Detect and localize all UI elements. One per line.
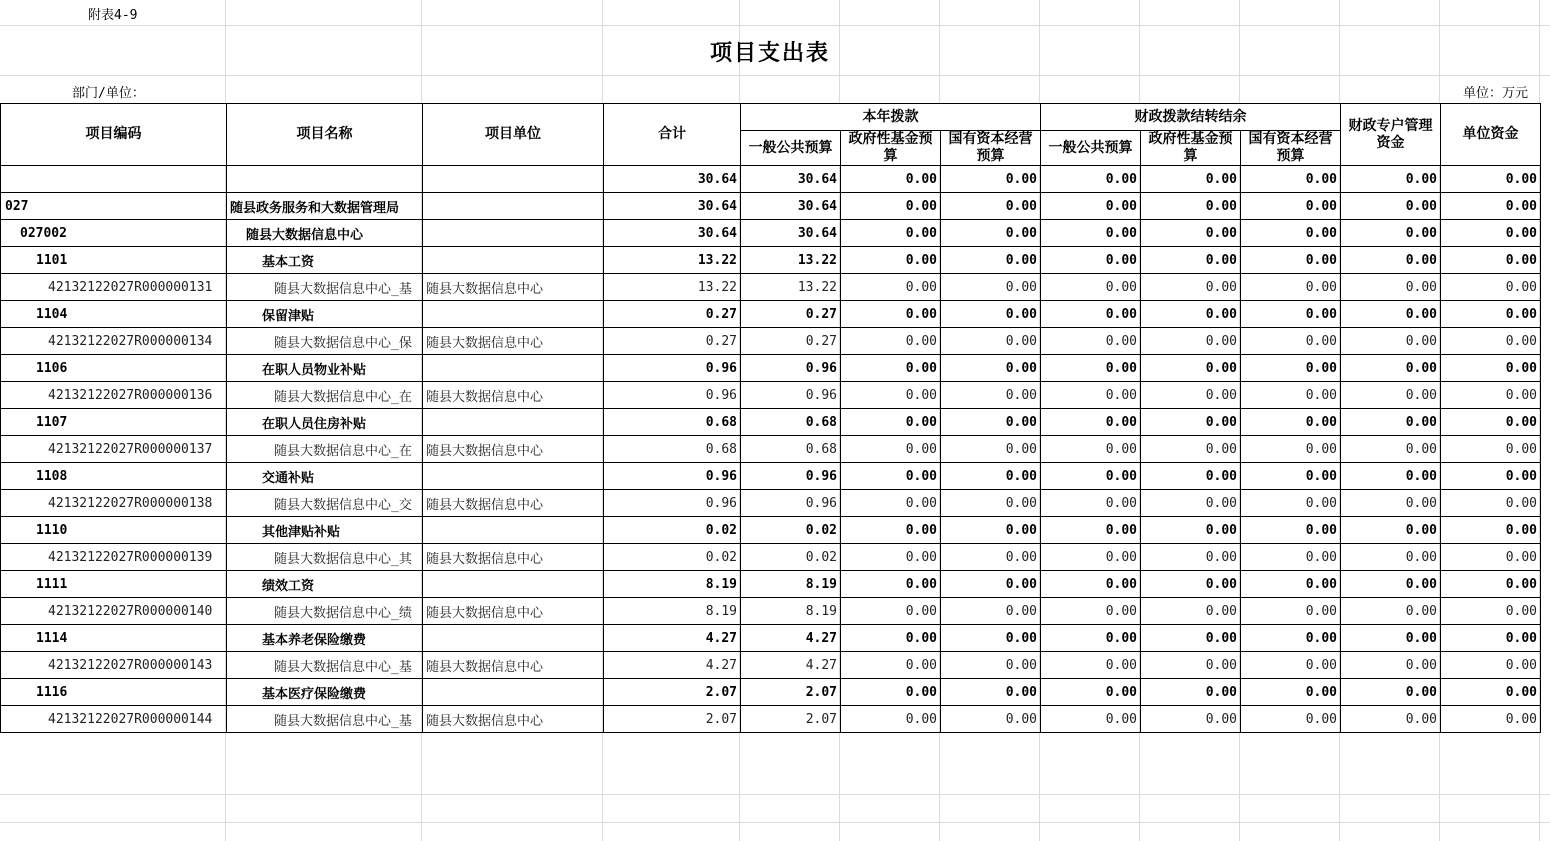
cell-amount[interactable]: 0.27 [741, 301, 841, 328]
cell-amount[interactable]: 0.00 [941, 706, 1041, 733]
cell-project-unit[interactable]: 随县大数据信息中心 [423, 490, 604, 517]
cell-amount[interactable]: 0.68 [604, 436, 741, 463]
table-row [1, 274, 1541, 301]
header-general-budget: 一般公共预算 [741, 131, 841, 166]
cell-amount[interactable]: 0.96 [741, 382, 841, 409]
cell-amount[interactable]: 0.00 [841, 652, 941, 679]
cell-amount[interactable]: 0.00 [1441, 382, 1541, 409]
cell-amount[interactable]: 0.00 [1341, 409, 1441, 436]
cell-amount[interactable]: 0.96 [604, 382, 741, 409]
cell-project-unit[interactable] [423, 409, 604, 436]
cell-amount[interactable]: 0.00 [841, 355, 941, 382]
cell-amount[interactable]: 0.00 [1341, 571, 1441, 598]
table-row [1, 652, 1541, 679]
cell-amount[interactable]: 0.00 [941, 598, 1041, 625]
cell-project-name[interactable]: 随县大数据信息中心 [227, 220, 423, 247]
cell-amount[interactable]: 0.00 [1041, 247, 1141, 274]
cell-amount[interactable]: 0.00 [941, 355, 1041, 382]
cell-amount[interactable]: 0.00 [1041, 490, 1141, 517]
cell-amount[interactable]: 0.00 [1441, 463, 1541, 490]
cell-amount[interactable]: 0.27 [604, 301, 741, 328]
cell-project-name[interactable]: 随县大数据信息中心_在 [227, 436, 423, 463]
cell-amount[interactable]: 0.00 [1141, 517, 1241, 544]
cell-project-name[interactable]: 随县政务服务和大数据管理局 [227, 193, 423, 220]
cell-amount[interactable]: 0.02 [604, 517, 741, 544]
cell-amount[interactable]: 30.64 [741, 166, 841, 193]
cell-amount[interactable]: 0.00 [1341, 274, 1441, 301]
cell-amount[interactable]: 0.00 [1441, 652, 1541, 679]
cell-amount[interactable]: 0.00 [1041, 571, 1141, 598]
cell-amount[interactable]: 0.00 [1241, 409, 1341, 436]
header-carryover-state-capital-budget: 国有资本经营预算 [1241, 131, 1341, 166]
cell-amount[interactable]: 0.00 [1241, 490, 1341, 517]
cell-amount[interactable]: 8.19 [604, 598, 741, 625]
cell-project-code[interactable]: 027002 [1, 220, 227, 247]
cell-amount[interactable]: 0.00 [1041, 382, 1141, 409]
cell-amount[interactable]: 0.27 [604, 328, 741, 355]
cell-amount[interactable]: 0.00 [1041, 679, 1141, 706]
cell-amount[interactable]: 0.00 [941, 193, 1041, 220]
cell-amount[interactable]: 30.64 [604, 220, 741, 247]
cell-amount[interactable]: 0.00 [1241, 463, 1341, 490]
cell-project-code[interactable]: 42132122027R000000137 [1, 436, 227, 463]
cell-project-unit[interactable]: 随县大数据信息中心 [423, 598, 604, 625]
cell-amount[interactable]: 0.96 [604, 463, 741, 490]
cell-amount[interactable]: 30.64 [741, 193, 841, 220]
cell-amount[interactable]: 0.00 [1441, 193, 1541, 220]
header-gov-fund-budget: 政府性基金预算 [841, 131, 941, 166]
cell-project-code[interactable]: 1104 [1, 301, 227, 328]
cell-amount[interactable]: 13.22 [741, 247, 841, 274]
cell-amount[interactable]: 0.96 [604, 355, 741, 382]
cell-amount[interactable]: 0.27 [741, 328, 841, 355]
table-header [1, 104, 1541, 166]
cell-amount[interactable]: 0.00 [1441, 274, 1541, 301]
cell-project-name[interactable]: 随县大数据信息中心_交 [227, 490, 423, 517]
cell-amount[interactable]: 0.00 [941, 490, 1041, 517]
cell-amount[interactable]: 0.00 [1241, 625, 1341, 652]
cell-amount[interactable]: 0.00 [841, 220, 941, 247]
cell-amount[interactable]: 0.00 [1241, 571, 1341, 598]
cell-amount[interactable]: 0.00 [1441, 220, 1541, 247]
table-row [1, 409, 1541, 436]
cell-amount[interactable]: 0.00 [1041, 274, 1141, 301]
cell-amount[interactable]: 0.00 [1241, 598, 1341, 625]
cell-amount[interactable]: 0.00 [1041, 328, 1141, 355]
cell-amount[interactable]: 0.00 [841, 598, 941, 625]
cell-project-unit[interactable] [423, 679, 604, 706]
cell-amount[interactable]: 0.96 [741, 490, 841, 517]
cell-amount[interactable]: 0.00 [841, 274, 941, 301]
cell-amount[interactable]: 0.00 [1041, 301, 1141, 328]
cell-project-name[interactable]: 基本养老保险缴费 [227, 625, 423, 652]
cell-amount[interactable]: 0.00 [1441, 409, 1541, 436]
cell-amount[interactable]: 0.00 [941, 652, 1041, 679]
cell-amount[interactable]: 13.22 [604, 274, 741, 301]
cell-amount[interactable]: 0.00 [1141, 652, 1241, 679]
cell-amount[interactable]: 0.00 [941, 274, 1041, 301]
cell-amount[interactable]: 2.07 [604, 679, 741, 706]
currency-unit-label: 单位：万元 [1462, 86, 1528, 101]
cell-amount[interactable]: 0.00 [1441, 706, 1541, 733]
cell-project-unit[interactable] [423, 301, 604, 328]
cell-amount[interactable]: 0.00 [1041, 436, 1141, 463]
cell-amount[interactable]: 0.00 [1141, 328, 1241, 355]
cell-amount[interactable]: 0.00 [1241, 301, 1341, 328]
cell-project-unit[interactable]: 随县大数据信息中心 [423, 706, 604, 733]
cell-amount[interactable]: 0.00 [1341, 193, 1441, 220]
cell-amount[interactable]: 0.00 [1041, 652, 1141, 679]
cell-amount[interactable]: 0.00 [1241, 220, 1341, 247]
table-row [1, 328, 1541, 355]
cell-project-unit[interactable] [423, 193, 604, 220]
table-row [1, 517, 1541, 544]
header-name: 项目名称 [227, 104, 423, 166]
project-expenditure-table [0, 103, 1541, 733]
table-row [1, 355, 1541, 382]
cell-amount[interactable]: 0.00 [1041, 598, 1141, 625]
cell-amount[interactable]: 0.00 [841, 409, 941, 436]
cell-amount[interactable]: 0.00 [841, 706, 941, 733]
annex-label: 附表4-9 [88, 8, 138, 23]
cell-amount[interactable]: 0.00 [941, 517, 1041, 544]
cell-amount[interactable]: 0.00 [1441, 598, 1541, 625]
cell-amount[interactable]: 0.00 [1141, 409, 1241, 436]
cell-amount[interactable]: 0.00 [941, 382, 1041, 409]
table-row [1, 571, 1541, 598]
cell-amount[interactable]: 0.00 [1441, 328, 1541, 355]
cell-amount[interactable]: 13.22 [741, 274, 841, 301]
header-group-current-year: 本年拨款 [741, 104, 1041, 131]
cell-amount[interactable]: 30.64 [604, 166, 741, 193]
cell-project-name[interactable]: 随县大数据信息中心_保 [227, 328, 423, 355]
cell-amount[interactable]: 4.27 [741, 625, 841, 652]
cell-project-unit[interactable] [423, 517, 604, 544]
department-label: 部门/单位： [72, 86, 145, 101]
cell-amount[interactable]: 0.00 [1041, 706, 1141, 733]
table-row [1, 382, 1541, 409]
cell-project-code[interactable]: 1116 [1, 679, 227, 706]
cell-amount[interactable]: 0.00 [1341, 490, 1441, 517]
header-total: 合计 [604, 104, 741, 166]
cell-amount[interactable]: 0.00 [1141, 571, 1241, 598]
cell-project-code[interactable]: 42132122027R000000138 [1, 490, 227, 517]
cell-amount[interactable]: 0.00 [1241, 328, 1341, 355]
cell-amount[interactable]: 0.00 [1241, 193, 1341, 220]
cell-project-name[interactable]: 在职人员住房补贴 [227, 409, 423, 436]
cell-amount[interactable]: 0.00 [1141, 463, 1241, 490]
cell-amount[interactable]: 0.00 [1041, 625, 1141, 652]
cell-project-code[interactable]: 42132122027R000000139 [1, 544, 227, 571]
cell-project-code[interactable]: 1111 [1, 571, 227, 598]
cell-amount[interactable]: 0.00 [1141, 166, 1241, 193]
table-row [1, 625, 1541, 652]
cell-amount[interactable]: 0.00 [941, 409, 1041, 436]
header-group-carryover: 财政拨款结转结余 [1041, 104, 1341, 131]
table-row [1, 301, 1541, 328]
cell-project-unit[interactable] [423, 220, 604, 247]
cell-amount[interactable]: 0.00 [1441, 247, 1541, 274]
cell-amount[interactable]: 0.00 [1141, 625, 1241, 652]
cell-amount[interactable]: 0.00 [1341, 166, 1441, 193]
cell-project-code[interactable]: 1110 [1, 517, 227, 544]
cell-project-name[interactable]: 保留津贴 [227, 301, 423, 328]
cell-project-code[interactable]: 42132122027R000000131 [1, 274, 227, 301]
cell-amount[interactable]: 0.00 [1141, 706, 1241, 733]
cell-project-name[interactable]: 在职人员物业补贴 [227, 355, 423, 382]
cell-amount[interactable]: 0.00 [1341, 301, 1441, 328]
cell-amount[interactable]: 4.27 [604, 652, 741, 679]
cell-amount[interactable]: 0.68 [604, 409, 741, 436]
cell-amount[interactable]: 0.00 [1041, 409, 1141, 436]
cell-amount[interactable]: 0.68 [741, 409, 841, 436]
cell-amount[interactable]: 0.00 [941, 247, 1041, 274]
cell-amount[interactable]: 0.00 [1041, 355, 1141, 382]
header-unit-funds: 单位资金 [1441, 104, 1541, 166]
cell-project-name[interactable]: 交通补贴 [227, 463, 423, 490]
cell-project-unit[interactable]: 随县大数据信息中心 [423, 328, 604, 355]
cell-amount[interactable]: 0.00 [841, 625, 941, 652]
cell-amount[interactable]: 8.19 [741, 571, 841, 598]
cell-amount[interactable]: 0.00 [941, 571, 1041, 598]
cell-amount[interactable]: 0.00 [941, 328, 1041, 355]
cell-amount[interactable]: 0.00 [1241, 247, 1341, 274]
cell-project-name[interactable]: 随县大数据信息中心_绩 [227, 598, 423, 625]
cell-amount[interactable]: 0.00 [1441, 571, 1541, 598]
cell-amount[interactable]: 0.00 [1041, 544, 1141, 571]
cell-amount[interactable]: 0.00 [1041, 166, 1141, 193]
header-code: 项目编码 [1, 104, 227, 166]
cell-amount[interactable]: 0.00 [1141, 193, 1241, 220]
table-row [1, 193, 1541, 220]
cell-amount[interactable]: 30.64 [604, 193, 741, 220]
table-row [1, 598, 1541, 625]
cell-project-unit[interactable]: 随县大数据信息中心 [423, 382, 604, 409]
cell-amount[interactable]: 0.00 [1241, 274, 1341, 301]
cell-project-name[interactable]: 随县大数据信息中心_基 [227, 706, 423, 733]
cell-project-name[interactable]: 基本医疗保险缴费 [227, 679, 423, 706]
cell-amount[interactable]: 0.00 [1241, 679, 1341, 706]
cell-amount[interactable]: 0.00 [1241, 706, 1341, 733]
cell-project-unit[interactable] [423, 355, 604, 382]
cell-project-unit[interactable] [423, 247, 604, 274]
cell-amount[interactable]: 0.00 [841, 571, 941, 598]
cell-amount[interactable]: 0.00 [941, 544, 1041, 571]
cell-amount[interactable]: 0.00 [1241, 355, 1341, 382]
table-row [1, 166, 1541, 193]
cell-amount[interactable]: 0.00 [941, 220, 1041, 247]
cell-amount[interactable]: 0.00 [841, 247, 941, 274]
cell-amount[interactable]: 0.00 [1141, 355, 1241, 382]
cell-amount[interactable]: 0.00 [841, 463, 941, 490]
cell-project-code[interactable]: 42132122027R000000134 [1, 328, 227, 355]
cell-amount[interactable]: 0.00 [1141, 220, 1241, 247]
table-row [1, 706, 1541, 733]
cell-amount[interactable]: 0.02 [741, 517, 841, 544]
cell-amount[interactable]: 0.00 [841, 544, 941, 571]
cell-project-code[interactable]: 1108 [1, 463, 227, 490]
cell-amount[interactable]: 0.00 [1141, 544, 1241, 571]
cell-project-name[interactable]: 绩效工资 [227, 571, 423, 598]
cell-amount[interactable]: 0.00 [941, 679, 1041, 706]
cell-amount[interactable]: 2.07 [604, 706, 741, 733]
cell-amount[interactable]: 0.00 [841, 679, 941, 706]
cell-amount[interactable]: 0.00 [1341, 220, 1441, 247]
cell-amount[interactable]: 0.00 [1341, 355, 1441, 382]
cell-amount[interactable]: 0.00 [1041, 193, 1141, 220]
header-carryover-gov-fund-budget: 政府性基金预算 [1141, 131, 1241, 166]
cell-amount[interactable]: 0.00 [1341, 679, 1441, 706]
cell-amount[interactable]: 0.00 [1341, 706, 1441, 733]
cell-amount[interactable]: 0.96 [604, 490, 741, 517]
cell-project-unit[interactable] [423, 166, 604, 193]
cell-amount[interactable]: 4.27 [741, 652, 841, 679]
cell-amount[interactable]: 0.00 [1341, 625, 1441, 652]
header-special-account: 财政专户管理资金 [1341, 104, 1441, 166]
cell-amount[interactable]: 0.68 [741, 436, 841, 463]
cell-amount[interactable]: 0.00 [841, 301, 941, 328]
cell-amount[interactable]: 0.00 [1441, 544, 1541, 571]
table-row [1, 679, 1541, 706]
cell-project-unit[interactable]: 随县大数据信息中心 [423, 652, 604, 679]
cell-amount[interactable]: 0.00 [941, 463, 1041, 490]
cell-project-unit[interactable] [423, 571, 604, 598]
cell-amount[interactable]: 0.00 [1441, 490, 1541, 517]
cell-amount[interactable]: 0.00 [1241, 652, 1341, 679]
cell-amount[interactable]: 0.00 [1341, 328, 1441, 355]
cell-amount[interactable]: 0.96 [741, 463, 841, 490]
cell-project-name[interactable]: 基本工资 [227, 247, 423, 274]
header-unit: 项目单位 [423, 104, 604, 166]
cell-amount[interactable]: 0.00 [941, 625, 1041, 652]
cell-project-unit[interactable] [423, 625, 604, 652]
cell-amount[interactable]: 0.02 [604, 544, 741, 571]
cell-project-code[interactable]: 1107 [1, 409, 227, 436]
cell-amount[interactable]: 4.27 [604, 625, 741, 652]
cell-amount[interactable]: 0.02 [741, 544, 841, 571]
cell-amount[interactable]: 0.00 [1241, 436, 1341, 463]
cell-amount[interactable]: 0.00 [1441, 166, 1541, 193]
cell-amount[interactable]: 2.07 [741, 679, 841, 706]
cell-amount[interactable]: 0.00 [1241, 166, 1341, 193]
cell-amount[interactable]: 2.07 [741, 706, 841, 733]
cell-project-code[interactable]: 1106 [1, 355, 227, 382]
cell-amount[interactable]: 0.00 [841, 436, 941, 463]
cell-amount[interactable]: 0.00 [1341, 517, 1441, 544]
cell-amount[interactable]: 0.00 [1241, 544, 1341, 571]
cell-amount[interactable]: 0.00 [1441, 625, 1541, 652]
cell-amount[interactable]: 0.00 [1441, 355, 1541, 382]
table-row [1, 490, 1541, 517]
table-row [1, 220, 1541, 247]
cell-amount[interactable]: 0.00 [1241, 382, 1341, 409]
header-state-capital-budget: 国有资本经营预算 [941, 131, 1041, 166]
table-row [1, 463, 1541, 490]
cell-amount[interactable]: 0.00 [841, 382, 941, 409]
cell-amount[interactable]: 0.00 [1141, 247, 1241, 274]
cell-project-code[interactable]: 42132122027R000000136 [1, 382, 227, 409]
cell-amount[interactable]: 0.00 [1441, 679, 1541, 706]
cell-amount[interactable]: 8.19 [741, 598, 841, 625]
cell-amount[interactable]: 0.00 [1041, 517, 1141, 544]
cell-project-name[interactable]: 随县大数据信息中心_其 [227, 544, 423, 571]
cell-project-code[interactable]: 42132122027R000000140 [1, 598, 227, 625]
cell-project-unit[interactable]: 随县大数据信息中心 [423, 274, 604, 301]
cell-amount[interactable]: 0.00 [1141, 274, 1241, 301]
cell-project-code[interactable]: 42132122027R000000144 [1, 706, 227, 733]
table-row [1, 247, 1541, 274]
cell-amount[interactable]: 0.00 [941, 301, 1041, 328]
cell-project-code[interactable]: 1101 [1, 247, 227, 274]
header-carryover-general-budget: 一般公共预算 [1041, 131, 1141, 166]
page-title: 项目支出表 [709, 40, 830, 66]
cell-amount[interactable]: 0.00 [1341, 382, 1441, 409]
table-body [1, 166, 1541, 733]
cell-amount[interactable]: 8.19 [604, 571, 741, 598]
cell-amount[interactable]: 0.00 [841, 490, 941, 517]
cell-amount[interactable]: 0.00 [1041, 463, 1141, 490]
cell-amount[interactable]: 0.00 [841, 517, 941, 544]
cell-project-unit[interactable]: 随县大数据信息中心 [423, 436, 604, 463]
cell-amount[interactable]: 0.00 [1041, 220, 1141, 247]
cell-amount[interactable]: 0.00 [841, 166, 941, 193]
cell-project-unit[interactable] [423, 463, 604, 490]
cell-amount[interactable]: 0.00 [941, 436, 1041, 463]
cell-amount[interactable]: 30.64 [741, 220, 841, 247]
cell-amount[interactable]: 0.00 [1141, 490, 1241, 517]
cell-amount[interactable]: 0.00 [1141, 598, 1241, 625]
cell-amount[interactable]: 0.00 [1441, 301, 1541, 328]
cell-project-code[interactable]: 42132122027R000000143 [1, 652, 227, 679]
cell-amount[interactable]: 0.00 [1341, 544, 1441, 571]
cell-amount[interactable]: 0.00 [1441, 517, 1541, 544]
cell-project-unit[interactable]: 随县大数据信息中心 [423, 544, 604, 571]
cell-amount[interactable]: 0.00 [841, 328, 941, 355]
cell-amount[interactable]: 0.00 [841, 193, 941, 220]
cell-amount[interactable]: 0.00 [1441, 436, 1541, 463]
table-row [1, 436, 1541, 463]
cell-project-code[interactable]: 027 [1, 193, 227, 220]
cell-amount[interactable]: 0.00 [1141, 301, 1241, 328]
cell-amount[interactable]: 0.00 [1341, 436, 1441, 463]
cell-project-name[interactable]: 随县大数据信息中心_在 [227, 382, 423, 409]
cell-amount[interactable]: 0.00 [1341, 247, 1441, 274]
cell-amount[interactable]: 0.00 [1341, 652, 1441, 679]
cell-project-name[interactable] [227, 166, 423, 193]
table-row [1, 544, 1541, 571]
cell-amount[interactable]: 13.22 [604, 247, 741, 274]
cell-amount[interactable]: 0.00 [941, 166, 1041, 193]
cell-project-code[interactable]: 1114 [1, 625, 227, 652]
cell-amount[interactable]: 0.00 [1141, 382, 1241, 409]
cell-amount[interactable]: 0.00 [1141, 679, 1241, 706]
cell-project-code[interactable] [1, 166, 227, 193]
cell-amount[interactable]: 0.00 [1341, 463, 1441, 490]
cell-amount[interactable]: 0.00 [1141, 436, 1241, 463]
cell-project-name[interactable]: 随县大数据信息中心_基 [227, 274, 423, 301]
cell-amount[interactable]: 0.00 [1241, 517, 1341, 544]
cell-project-name[interactable]: 随县大数据信息中心_基 [227, 652, 423, 679]
cell-amount[interactable]: 0.00 [1341, 598, 1441, 625]
cell-amount[interactable]: 0.96 [741, 355, 841, 382]
cell-project-name[interactable]: 其他津贴补贴 [227, 517, 423, 544]
